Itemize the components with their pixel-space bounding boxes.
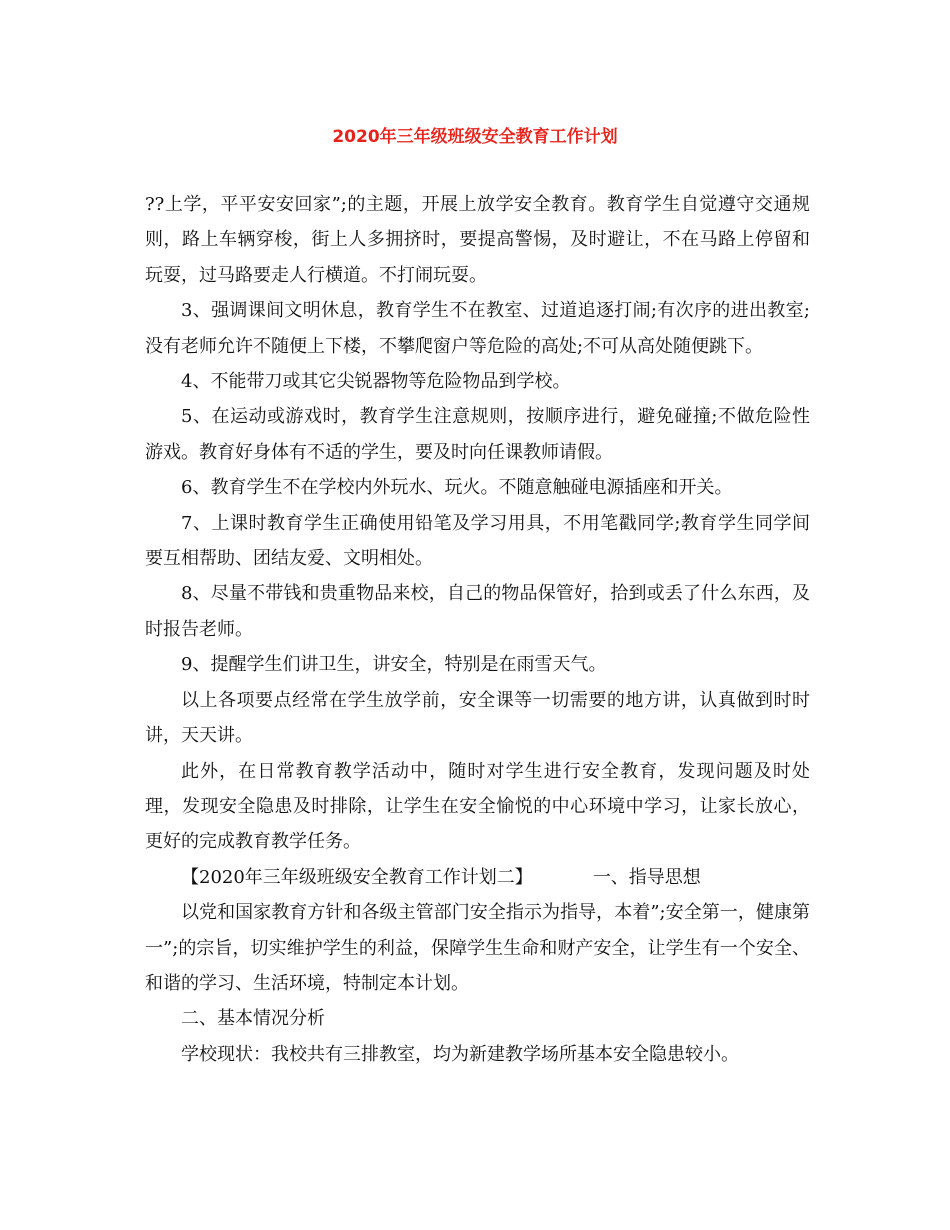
paragraph: 3、强调课间文明休息，教育学生不在教室、过道追逐打闹;有次序的进出教室;没有老师允许不随便上下楼，不攀爬窗户等危险的高处;不可从高处随便跳下。 [145, 300, 810, 357]
paragraph: 7、上课时教育学生正确使用铅笔及学习用具，不用笔戳同学;教育学生同学间要互相帮助、团结友爱、文明相处。 [145, 512, 810, 570]
paragraph: 学校现状：我校共有三排教室，均为新建教学场所基本安全隐患较小。 [181, 1043, 739, 1065]
paragraph: 8、尽量不带钱和贵重物品来校，自己的物品保管好，拾到或丢了什么东西，及时报告老师。 [145, 583, 810, 640]
paragraph: 9、提醒学生们讲卫生，讲安全，特别是在雨雪天气。 [181, 654, 607, 676]
paragraph: 以上各项要点经常在学生放学前，安全课等一切需要的地方讲，认真做到时时讲，天天讲。 [145, 689, 810, 747]
paragraph: 4、不能带刀或其它尖锐器物等危险物品到学校。 [181, 371, 571, 393]
paragraph: 此外，在日常教育教学活动中，随时对学生进行安全教育，发现问题及时处理，发现安全隐患及时排除，让学生在安全愉悦的中心环境中学习，让家长放心，更好的完成教育教学任务。 [145, 760, 810, 853]
paragraph: 5、在运动或游戏时，教育学生注意规则，按顺序进行，避免碰撞;不做危险性游戏。教育好身体有不适的学生，要及时向任课教师请假。 [145, 406, 810, 463]
plan-title: 【2020年三年级班级安全教育工作计划二】 [181, 866, 533, 888]
document-title: 2020年三年级班级安全教育工作计划 [332, 127, 618, 147]
paragraph: 6、教育学生不在学校内外玩水、玩火。不随意触碰电源插座和开关。 [181, 477, 733, 499]
section-heading: 二、基本情况分析 [181, 1008, 325, 1030]
paragraph: ??上学，平平安安回家”;的主题，开展上放学安全教育。教育学生自觉遵守交通规则，路上车辆穿梭，街上人多拥挤时，要提高警惕，及时避让，不在马路上停留和玩耍，过马路要走人行横道。不打闹玩耍。 [145, 194, 810, 286]
document-body [145, 187, 810, 1072]
section-heading: 一、指导思想 [592, 866, 701, 888]
paragraph: 以党和国家教育方针和各级主管部门安全指示为指导，本着”;安全第一，健康第一”;的宗旨，切实维护学生的利益，保障学生生命和财产安全，让学生有一个安全、和谐的学习、生活环境，特制定本计划。 [145, 902, 810, 994]
section-header-line [145, 860, 810, 895]
